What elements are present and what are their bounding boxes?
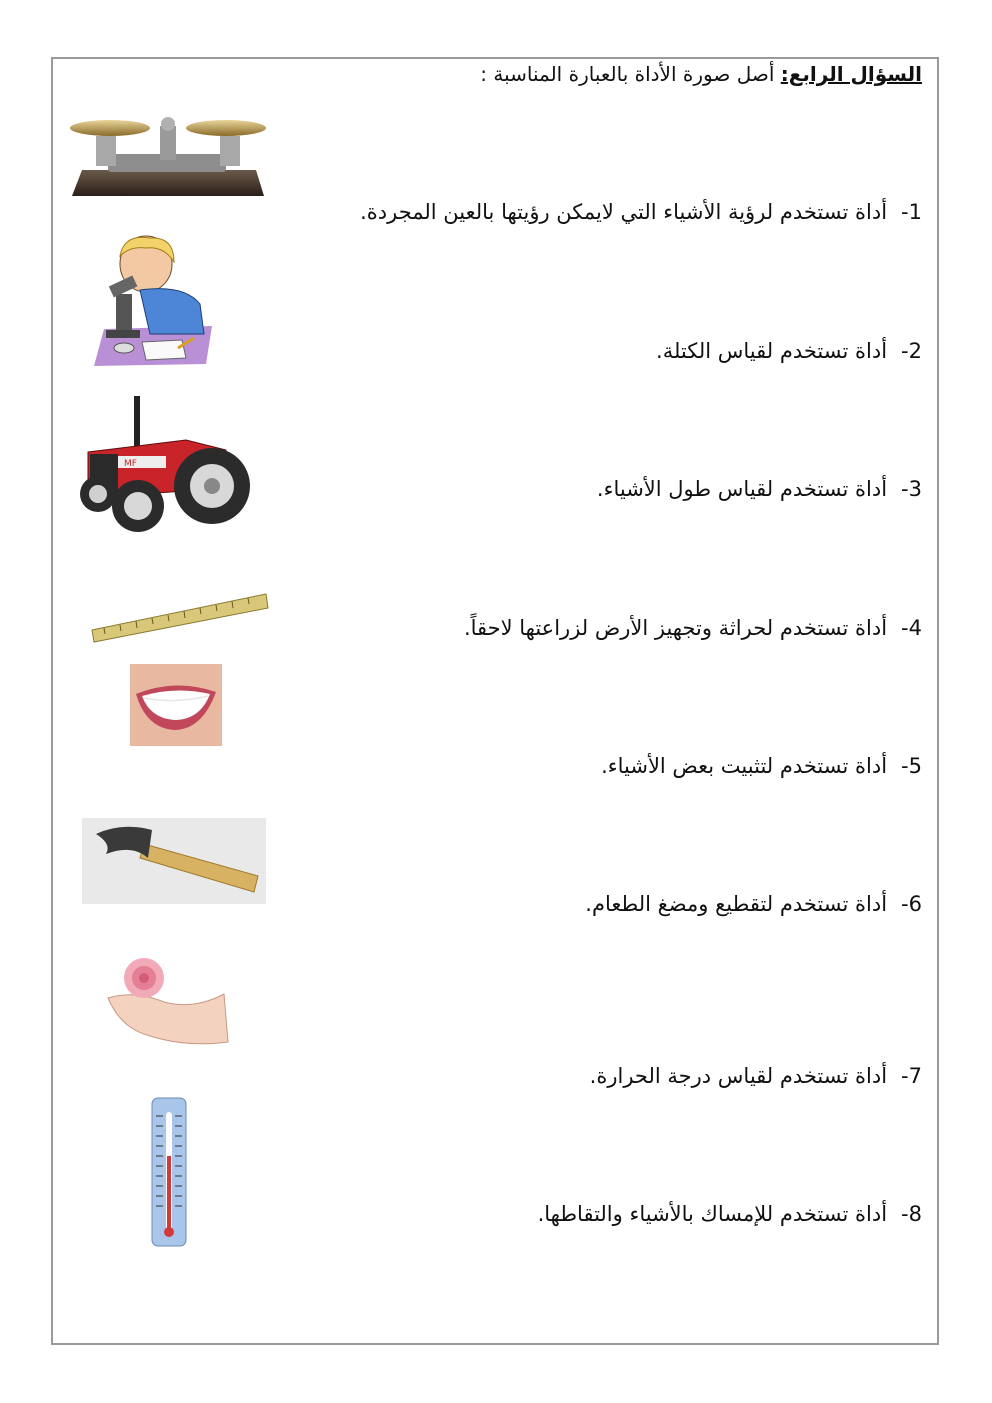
statement-number: 1- <box>901 200 922 224</box>
statement-5[interactable] <box>601 754 922 778</box>
statement-1[interactable] <box>360 200 922 224</box>
statement-3[interactable] <box>597 477 922 501</box>
statement-text: أداة تستخدم لرؤية الأشياء التي لايمكن رؤيتها بالعين المجردة. <box>360 200 888 224</box>
statement-2[interactable] <box>656 339 922 363</box>
statement-number: 7- <box>901 1064 922 1088</box>
statement-text: أداة تستخدم لقياس الكتلة. <box>656 339 888 363</box>
statement-text: أداة تستخدم لتقطيع ومضغ الطعام. <box>585 892 888 916</box>
question-label: السؤال الرابع: <box>780 62 922 86</box>
question-header <box>480 62 922 86</box>
statement-4[interactable] <box>464 616 922 640</box>
statement-number: 8- <box>901 1202 922 1226</box>
hands-holding-flower-icon[interactable] <box>104 950 230 1048</box>
tractor-icon[interactable] <box>76 394 252 538</box>
statement-text: أداة تستخدم لقياس درجة الحرارة. <box>589 1064 888 1088</box>
statement-number: 5- <box>901 754 922 778</box>
statement-text: أداة تستخدم لقياس طول الأشياء. <box>596 477 888 501</box>
statement-number: 6- <box>901 892 922 916</box>
tractor-badge: MF <box>124 459 137 469</box>
boy-with-microscope-icon[interactable] <box>94 234 218 370</box>
ruler-icon[interactable] <box>90 590 270 646</box>
question-instruction: أصل صورة الأداة بالعبارة المناسبة : <box>480 62 775 86</box>
statement-number: 4- <box>901 616 922 640</box>
statement-text: أداة تستخدم للإمساك بالأشياء والتقاطها. <box>537 1202 888 1226</box>
statement-text: أداة تستخدم لحراثة وتجهيز الأرض لزراعتها لاحقاً. <box>463 616 888 640</box>
statement-6[interactable] <box>585 892 922 916</box>
statement-number: 3- <box>901 477 922 501</box>
teeth-smile-icon[interactable] <box>130 664 222 746</box>
thermometer-icon[interactable] <box>150 1096 188 1248</box>
statement-8[interactable] <box>538 1202 922 1226</box>
statement-number: 2- <box>901 339 922 363</box>
balance-scale-icon[interactable] <box>68 112 268 198</box>
hammer-icon[interactable] <box>82 818 266 904</box>
statement-7[interactable] <box>590 1064 922 1088</box>
statement-text: أداة تستخدم لتثبيت بعض الأشياء. <box>601 754 888 778</box>
